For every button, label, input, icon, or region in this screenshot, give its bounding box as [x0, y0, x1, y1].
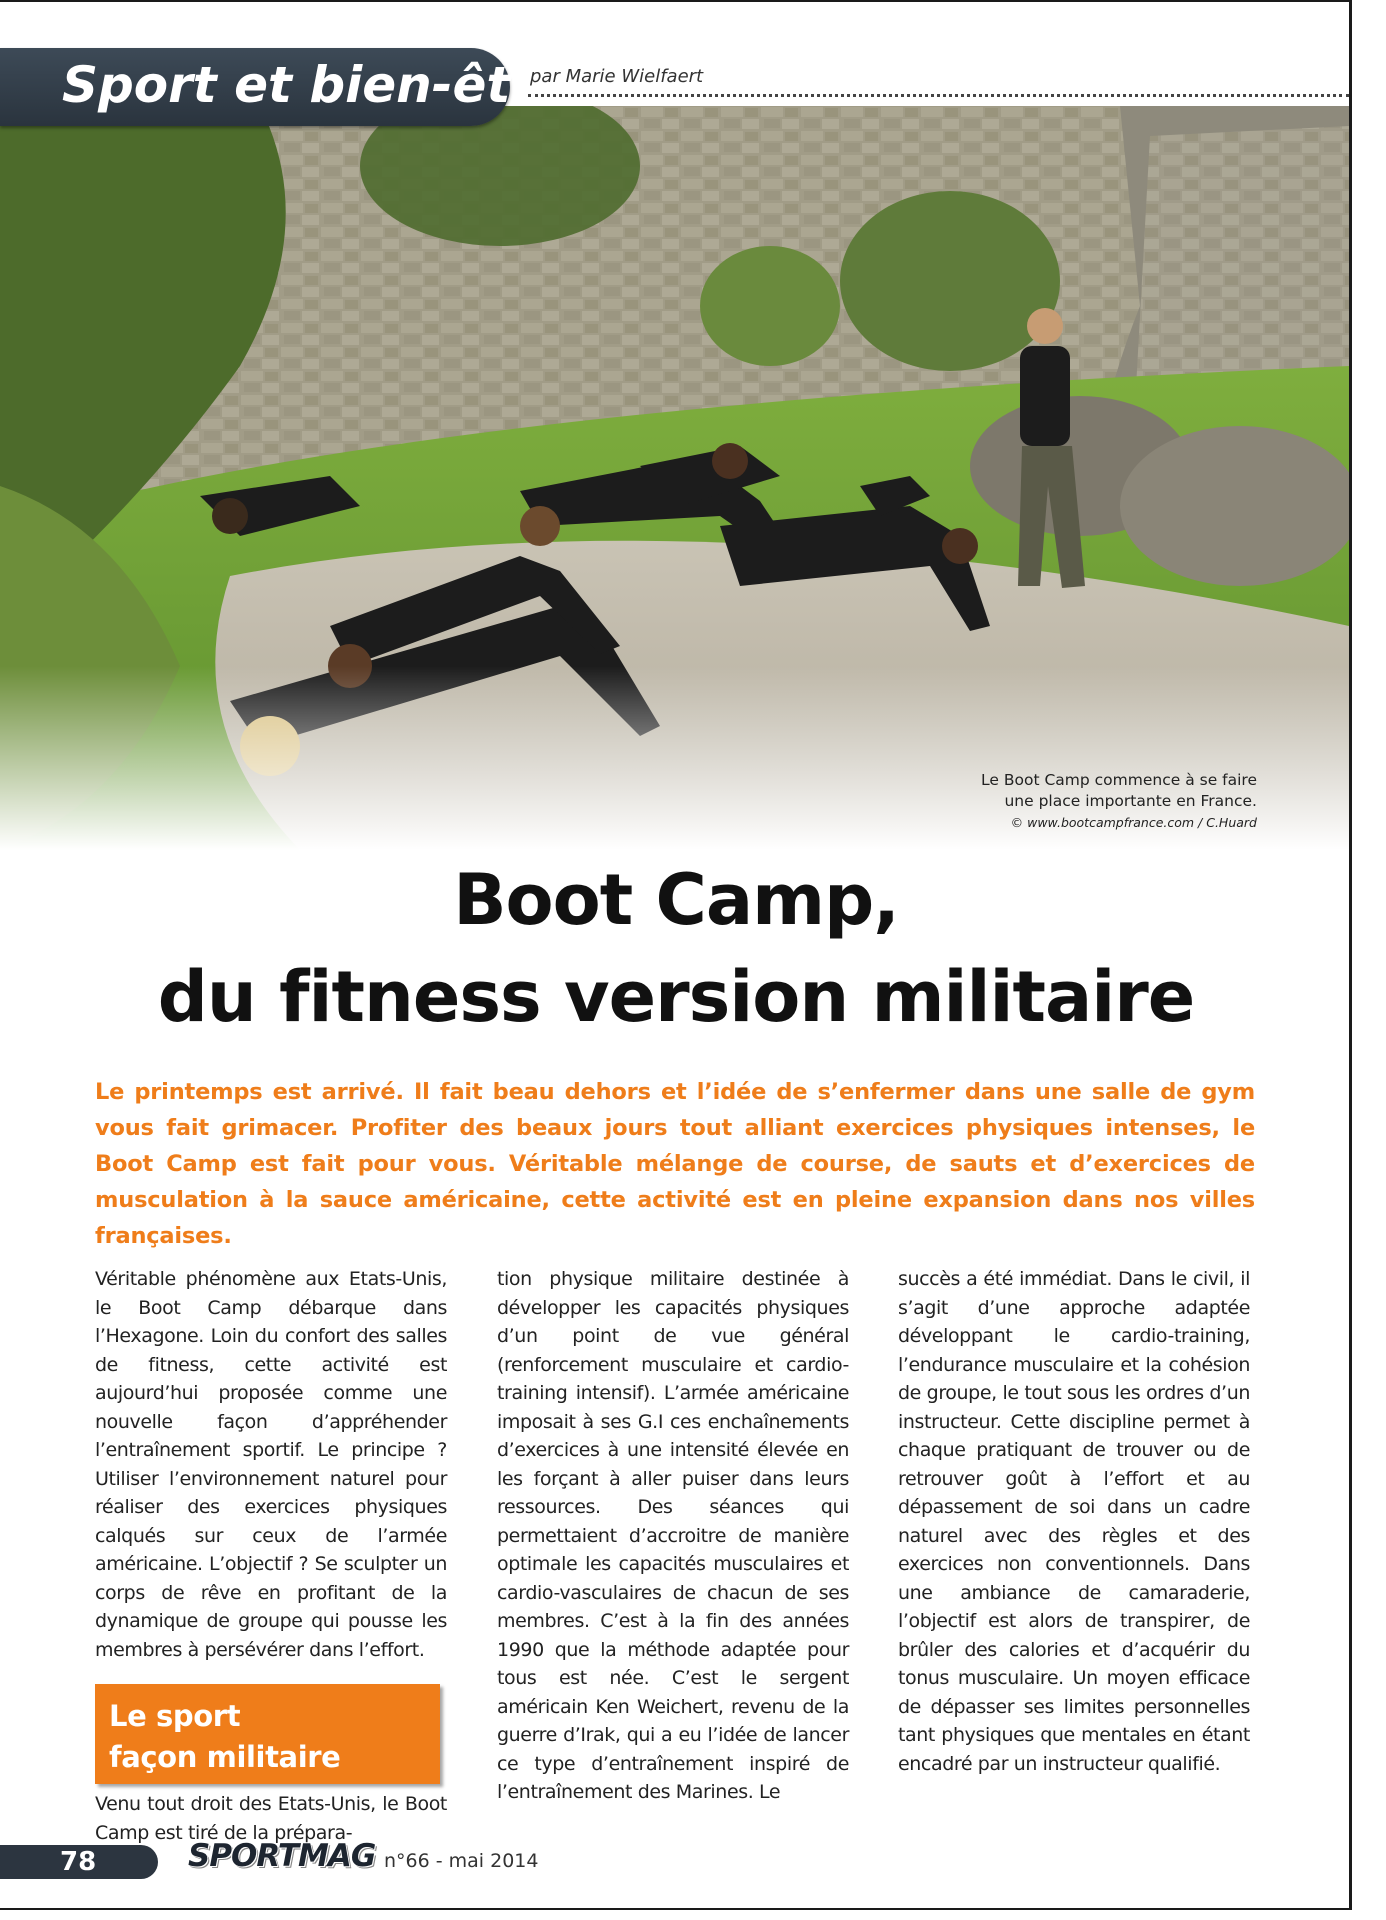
column-2: [497, 1265, 849, 1807]
bootcamp-photo-illustration: [0, 106, 1349, 850]
column-1-paragraph-1: Véritable phénomène aux Etats-Unis, le Boot Camp débarque dans l’Hexagone. Loin du confort des salles de fitness, cette activité est aujourd’hui proposée comme une nouvelle façon d’appréhender l’entraînement sportif. Le principe ? Utiliser l’environnement naturel pour réaliser des exercices physiques calqués sur ceux de l’armée américaine. L’objectif ? Se sculpter un corps de rêve en profitant de la dynamique de groupe qui pousse les membres à persévérer dans l’effort.: [95, 1268, 447, 1661]
subheading-line-1: Le sport: [109, 1699, 241, 1733]
dotted-rule: [528, 94, 1349, 97]
photo-caption: [981, 770, 1257, 833]
article-title-line-1: Boot Camp,: [453, 859, 899, 941]
column-3-text: succès a été immédiat. Dans le civil, il s’agit d’une approche adaptée développant le cardio-training, l’endurance musculaire et la cohésion de groupe, le tout sous les ordres d’un instructeur. Cette discipline permet à chaque pratiquant de trouver ou de retrouver goût à l’effort et au dépassement de soi dans un cadre naturel avec des règles et des exercices non conventionnels. Dans une ambiance de camaraderie, l’objectif est alors de transpirer, de brûler des calories et d’acquérir du tonus musculaire. Un moyen efficace de dépasser ses limites personnelles tant physiques que mentales en étant encadré par un instructeur qualifié.: [898, 1268, 1250, 1775]
magazine-logo: SPORTMAG: [188, 1838, 376, 1874]
column-1-paragraph-2: Venu tout droit des Etats-Unis, le Boot Camp est tiré de la prépara-: [95, 1793, 447, 1844]
page-number-tab: [0, 1845, 158, 1879]
issue-info: n°66 - mai 2014: [384, 1850, 539, 1872]
page-number: 78: [60, 1847, 97, 1877]
rubric-label: Sport et bien-être: [62, 56, 569, 114]
article-lead: Le printemps est arrivé. Il fait beau dehors et l’idée de s’enfermer dans une salle de gym vous fait grimacer. Profiter des beaux jours tout alliant exercices physiques intenses, le Boot Camp est fait pour vous. Véritable mélange de course, de sauts et d’exercices de musculation à la sauce américaine, cette activité est en pleine expansion dans nos villes françaises.: [95, 1079, 1255, 1249]
article-photo: [0, 106, 1349, 850]
caption-line-1: Le Boot Camp commence à se faire: [981, 771, 1257, 789]
caption-line-2: une place importante en France.: [1004, 792, 1257, 810]
section-rubric: [0, 48, 569, 126]
photo-credit: © www.bootcampfrance.com / C.Huard: [1010, 815, 1257, 830]
subheading-line-2: façon militaire: [109, 1740, 341, 1774]
subheading-text: [109, 1696, 430, 1778]
column-3: [898, 1265, 1250, 1778]
article-title-line-2: du fitness version militaire: [157, 956, 1195, 1038]
column-1: [95, 1265, 447, 1847]
byline: par Marie Wielfaert: [530, 66, 704, 87]
subheading-box: [95, 1684, 440, 1784]
column-2-text: tion physique militaire destinée à développer les capacités physiques d’un point de vue général (renforcement musculaire et cardio-training intensif). L’armée américaine imposait à ses G.I ces enchaînements d’exercices à une intensité élevée en les forçant à aller puiser dans leurs ressources. Des séances qui permettaient d’accroitre de manière optimale les capacités musculaires et cardio-vasculaires de chacun de ses membres. C’est à la fin des années 1990 que la méthode adaptée pour tous est née. C’est le sergent américain Ken Weichert, revenu de la guerre d’Irak, qui a eu l’idée de lancer ce type d’entraînement inspiré de l’entraînement des Marines. Le: [497, 1268, 849, 1803]
